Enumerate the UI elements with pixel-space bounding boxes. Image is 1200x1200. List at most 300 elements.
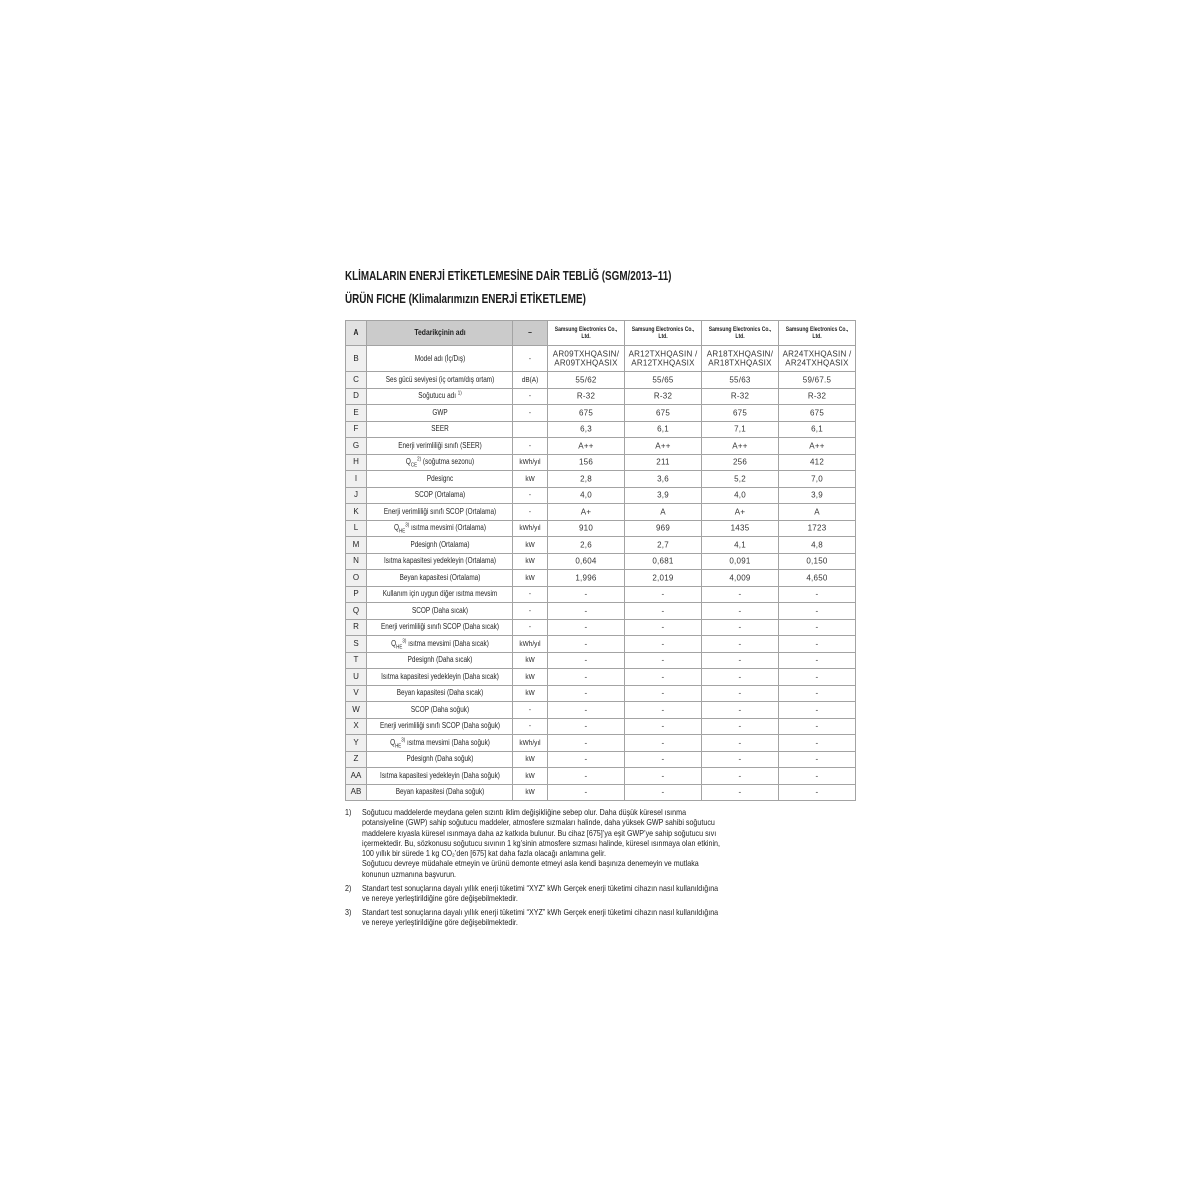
- row-code: L: [353, 523, 359, 533]
- row-label-cell: [367, 488, 513, 505]
- row-value-cell: [702, 521, 779, 538]
- row-value-cell: [702, 554, 779, 571]
- row-value: 1,996: [575, 573, 597, 582]
- label-subscript: CE: [410, 462, 417, 469]
- row-value-cell: [702, 735, 779, 752]
- footnote-number: 3): [345, 906, 352, 917]
- row-unit-cell: [513, 422, 548, 439]
- row-value-cell: [625, 405, 702, 422]
- row-value: 59/67.5: [802, 375, 832, 384]
- row-label-cell: [367, 438, 513, 455]
- row-value-cell: [779, 504, 856, 521]
- row-value-cell: [548, 620, 625, 637]
- row-value-cell: [548, 537, 625, 554]
- label-text: Model adı (İç/Dış): [414, 353, 465, 363]
- label-text: Q: [390, 638, 396, 648]
- row-label: [414, 354, 465, 364]
- row-unit-cell: [513, 653, 548, 670]
- row-value: -: [584, 721, 588, 731]
- footnote-line: Soğutucu devreye müdahale etmeyin ve ürünü demonte etmeyi asla kendi başınıza denemeyin ve mutlaka: [362, 858, 699, 869]
- label-text: SEER: [430, 424, 449, 434]
- row-unit: kWh/yıl: [519, 737, 541, 747]
- row-value: 6,1: [657, 424, 669, 434]
- row-code: G: [352, 440, 360, 450]
- row-value: 55/63: [729, 375, 751, 384]
- header-unit-cell: [513, 321, 548, 346]
- row-code-cell: [346, 455, 367, 472]
- row-value-cell: [625, 636, 702, 653]
- row-value-line: AR09TXHQASIX: [554, 358, 618, 368]
- footnote-line: Standart test sonuçlarına dayalı yıllık enerji tüketimi “XYZ” kWh Gerçek enerji tüketimi cihazın nasıl kullanıldığına: [362, 882, 719, 893]
- row-value: R-32: [730, 391, 750, 401]
- row-unit-cell: [513, 389, 548, 406]
- row-unit: -: [528, 506, 532, 516]
- row-value: -: [661, 639, 665, 648]
- row-unit: -: [528, 622, 532, 632]
- row-value: -: [815, 771, 819, 780]
- row-value-cell: [779, 653, 856, 670]
- row-code: D: [353, 391, 359, 401]
- row-value-cell: [702, 570, 779, 587]
- row-value-cell: [548, 504, 625, 521]
- row-code: R: [353, 622, 359, 632]
- supplier-name: [632, 326, 695, 340]
- label-text: GWP: [431, 407, 448, 417]
- row-value: 4,1: [734, 540, 746, 549]
- row-code: F: [353, 424, 359, 434]
- row-code-cell: [346, 521, 367, 538]
- row-value: A: [660, 507, 666, 516]
- row-value-cell: [625, 653, 702, 670]
- row-value-cell: [625, 455, 702, 472]
- label-text: SCOP (Daha sıcak): [411, 605, 468, 615]
- row-unit-cell: [513, 768, 548, 785]
- label-text: ısıtma mevsimi (Daha sıcak): [405, 638, 489, 648]
- row-code: AA: [350, 770, 362, 780]
- row-unit-cell: [513, 455, 548, 472]
- document-title: KLİMALARIN ENERJİ ETİKETLEMESİNE DAİR TEBLİĞ (SGM/2013–11): [345, 269, 672, 283]
- row-label-cell: [367, 455, 513, 472]
- row-value-cell: [625, 587, 702, 604]
- row-value-cell: [625, 620, 702, 637]
- row-value: A: [814, 507, 820, 516]
- row-value: -: [815, 655, 819, 665]
- row-value: 211: [656, 457, 670, 467]
- row-value: 412: [809, 457, 825, 467]
- row-value-cell: [625, 346, 702, 372]
- row-value-cell: [625, 389, 702, 406]
- row-value-cell: [779, 389, 856, 406]
- row-value-cell: [625, 686, 702, 703]
- row-unit: -: [528, 589, 532, 599]
- row-value-cell: [548, 702, 625, 719]
- row-unit: -: [528, 440, 532, 450]
- row-value: A++: [732, 441, 748, 450]
- row-value-cell: [779, 636, 856, 653]
- label-text: Q: [389, 737, 395, 747]
- row-value-cell: [548, 653, 625, 670]
- row-label: [393, 523, 485, 533]
- row-value: -: [584, 688, 588, 698]
- row-label: [382, 589, 497, 599]
- label-text: Ses gücü seviyesi (iç ortam/dış ortam): [385, 374, 494, 384]
- row-value: 675: [809, 408, 825, 417]
- row-value: -: [584, 606, 588, 615]
- row-code-cell: [346, 422, 367, 439]
- row-unit: -: [528, 353, 532, 363]
- row-value: [707, 349, 773, 368]
- row-unit-cell: [513, 669, 548, 686]
- row-value-cell: [625, 438, 702, 455]
- row-value-cell: [779, 521, 856, 538]
- row-value: -: [738, 589, 742, 599]
- row-code-cell: [346, 636, 367, 653]
- row-value: 1723: [807, 523, 827, 533]
- row-code-cell: [346, 346, 367, 372]
- row-value-cell: [702, 686, 779, 703]
- row-value: -: [738, 639, 742, 648]
- label-text: Beyan kapasitesi (Ortalama): [399, 572, 480, 582]
- supplier-name: [555, 326, 618, 340]
- footnote-number: 2): [345, 882, 352, 893]
- row-value: -: [738, 771, 742, 780]
- row-label: [410, 540, 469, 550]
- row-value-cell: [702, 653, 779, 670]
- footnotes: [345, 807, 885, 927]
- row-code: U: [353, 671, 359, 681]
- label-text: Soğutucu adı: [417, 391, 458, 401]
- row-value: A+: [734, 507, 746, 516]
- row-value: -: [738, 606, 742, 615]
- label-text: Isıtma kapasitesi yedekleyin (Daha soğuk): [379, 770, 500, 780]
- supplier-name-line: Samsung Electronics Co.,: [708, 326, 772, 333]
- row-value: 1435: [730, 523, 750, 533]
- row-value-cell: [779, 669, 856, 686]
- row-value: -: [584, 705, 588, 714]
- row-value-cell: [779, 702, 856, 719]
- row-value: -: [738, 655, 742, 665]
- row-value: 4,009: [729, 573, 751, 582]
- label-text: Pdesignh (Daha soğuk): [406, 754, 473, 764]
- row-value-cell: [702, 752, 779, 769]
- row-label: [418, 391, 461, 401]
- row-value-cell: [779, 422, 856, 439]
- row-unit-cell: [513, 504, 548, 521]
- header-code-cell: [346, 321, 367, 346]
- label-text: ısıtma mevsimi (Ortalama): [408, 523, 486, 533]
- footnote-text: [362, 807, 812, 879]
- row-value-cell: [779, 554, 856, 571]
- row-value-cell: [548, 346, 625, 372]
- row-unit-cell: [513, 636, 548, 653]
- row-unit: kW: [525, 556, 535, 566]
- row-value-cell: [779, 735, 856, 752]
- row-value-line: AR18TXHQASIN/: [706, 349, 774, 358]
- row-label: [390, 738, 490, 748]
- row-unit: kW: [525, 770, 535, 780]
- row-label: [398, 441, 482, 451]
- supplier-name-line: Ltd.: [658, 333, 668, 340]
- row-value: -: [815, 754, 819, 764]
- label-text: SCOP (Daha soğuk): [410, 704, 469, 714]
- row-code: E: [353, 407, 359, 417]
- row-unit: kW: [525, 473, 535, 483]
- row-unit-cell: [513, 570, 548, 587]
- row-value: 2,6: [580, 540, 592, 549]
- row-code-cell: [346, 471, 367, 488]
- row-unit-cell: [513, 603, 548, 620]
- row-label-cell: [367, 587, 513, 604]
- row-value: -: [661, 705, 665, 714]
- row-code-cell: [346, 372, 367, 389]
- footnote-line: maddelere kıyasla küresel ısınmaya daha az katkıda bulunur. Bu cihaz [675]’ya eşit GWP’ye sahip soğutucu sıvı: [362, 827, 717, 838]
- row-value-cell: [548, 521, 625, 538]
- row-label: [432, 408, 447, 418]
- row-value-cell: [625, 504, 702, 521]
- row-label-cell: [367, 554, 513, 571]
- label-text: SCOP (Ortalama): [414, 490, 465, 500]
- row-value-cell: [548, 603, 625, 620]
- row-value: -: [815, 721, 819, 731]
- supplier-name-line: Samsung Electronics Co.,: [785, 326, 849, 333]
- row-value-cell: [702, 438, 779, 455]
- row-value: -: [738, 705, 742, 714]
- row-label-cell: [367, 702, 513, 719]
- row-value: [629, 349, 698, 368]
- row-value-cell: [548, 389, 625, 406]
- row-value: A+: [580, 507, 592, 516]
- row-label: [385, 375, 493, 385]
- row-unit: -: [528, 704, 532, 714]
- spec-table: [345, 320, 856, 801]
- row-code: T: [353, 655, 359, 665]
- document-subtitle: ÜRÜN FICHE (Klimalarımızın ENERJİ ETİKETLEME): [345, 292, 586, 306]
- row-code: H: [353, 457, 359, 467]
- row-value-cell: [548, 719, 625, 736]
- label-text: Enerji verimliliği sınıfı SCOP (Daha soğuk): [379, 721, 500, 731]
- row-code-cell: [346, 785, 367, 802]
- row-code-cell: [346, 389, 367, 406]
- row-value-cell: [625, 719, 702, 736]
- row-value: 55/62: [575, 375, 597, 384]
- label-text: Kullanım için uygun diğer ısıtma mevsim: [382, 589, 497, 599]
- label-footnote-ref: 3): [404, 522, 409, 529]
- row-unit: kW: [525, 539, 535, 549]
- row-value: 256: [732, 457, 748, 467]
- row-label-cell: [367, 521, 513, 538]
- row-label-cell: [367, 504, 513, 521]
- row-label-cell: [367, 735, 513, 752]
- row-value-cell: [548, 785, 625, 802]
- row-unit: -: [528, 407, 532, 417]
- row-label-cell: [367, 389, 513, 406]
- label-text: Enerji verimliliği sınıfı SCOP (Ortalama): [383, 506, 496, 516]
- header-supplier-cell: [702, 321, 779, 346]
- header-supplier-cell: [779, 321, 856, 346]
- row-value: -: [584, 639, 588, 648]
- row-value: 675: [655, 408, 671, 417]
- row-label-cell: [367, 603, 513, 620]
- row-value-cell: [702, 636, 779, 653]
- row-value-cell: [702, 372, 779, 389]
- supplier-name-line: Samsung Electronics Co.,: [631, 326, 695, 333]
- row-unit-cell: [513, 752, 548, 769]
- row-unit: dB(A): [521, 374, 539, 384]
- row-value: -: [661, 721, 665, 731]
- row-unit-cell: [513, 405, 548, 422]
- row-value-cell: [548, 735, 625, 752]
- row-code: K: [353, 506, 359, 516]
- row-code: AB: [350, 787, 362, 797]
- row-value: 0,681: [652, 556, 674, 566]
- row-label: [396, 688, 482, 698]
- label-footnote-ref: 3): [401, 638, 406, 645]
- row-value-cell: [779, 471, 856, 488]
- row-value-cell: [625, 752, 702, 769]
- row-code: Y: [353, 737, 359, 747]
- row-value-cell: [702, 587, 779, 604]
- row-value: [553, 349, 619, 368]
- row-label: [383, 507, 495, 517]
- row-value: 7,1: [734, 424, 746, 434]
- row-code-cell: [346, 735, 367, 752]
- row-value: 4,650: [806, 573, 828, 582]
- row-value: R-32: [653, 391, 673, 401]
- row-value: -: [584, 754, 588, 764]
- row-value: 0,150: [806, 556, 828, 566]
- row-code: I: [354, 473, 358, 483]
- row-value: -: [661, 688, 665, 698]
- label-text: Q: [393, 523, 399, 533]
- label-text: Beyan kapasitesi (Daha soğuk): [395, 787, 484, 797]
- row-value-cell: [625, 702, 702, 719]
- row-code-cell: [346, 686, 367, 703]
- row-value-cell: [702, 719, 779, 736]
- row-label: [399, 573, 480, 583]
- row-value-cell: [779, 570, 856, 587]
- row-value-cell: [702, 669, 779, 686]
- row-label-cell: [367, 405, 513, 422]
- row-code: Z: [353, 754, 359, 764]
- row-value: -: [738, 721, 742, 731]
- row-value: -: [738, 754, 742, 764]
- row-value-cell: [625, 735, 702, 752]
- row-unit-cell: [513, 620, 548, 637]
- row-value: -: [661, 655, 665, 665]
- row-value: 2,019: [652, 573, 674, 582]
- row-value: -: [661, 672, 665, 681]
- row-value: -: [738, 688, 742, 698]
- row-value-cell: [625, 768, 702, 785]
- row-value-cell: [625, 372, 702, 389]
- row-label-cell: [367, 768, 513, 785]
- label-text: Enerji verimliliği sınıfı SCOP (Daha sıcak): [380, 622, 499, 632]
- row-code-cell: [346, 768, 367, 785]
- row-value-cell: [779, 438, 856, 455]
- label-footnote-ref: 3): [400, 737, 405, 744]
- row-value-cell: [702, 346, 779, 372]
- row-value-cell: [548, 471, 625, 488]
- row-label: [410, 705, 468, 715]
- row-value: -: [661, 771, 665, 780]
- row-value-cell: [625, 537, 702, 554]
- row-value-cell: [548, 686, 625, 703]
- row-code-cell: [346, 752, 367, 769]
- row-code: M: [352, 539, 360, 549]
- row-label: [381, 672, 499, 682]
- footnote-line: konunun uzmanına başvurun.: [362, 868, 457, 879]
- row-code-cell: [346, 702, 367, 719]
- row-label-cell: [367, 653, 513, 670]
- label-text: Q: [405, 457, 411, 467]
- row-value: -: [815, 787, 819, 797]
- row-value: 910: [578, 523, 594, 533]
- row-value: -: [738, 787, 742, 797]
- row-value-cell: [548, 636, 625, 653]
- row-label-cell: [367, 752, 513, 769]
- row-value-cell: [548, 488, 625, 505]
- row-value: 3,9: [657, 490, 669, 500]
- supplier-name-line: Ltd.: [735, 333, 745, 340]
- row-value-cell: [702, 389, 779, 406]
- row-value: -: [815, 738, 819, 747]
- row-value: -: [815, 688, 819, 698]
- label-subscript: HE: [398, 528, 405, 535]
- row-value-cell: [779, 372, 856, 389]
- row-value: 7,0: [811, 474, 823, 483]
- row-value-cell: [548, 455, 625, 472]
- row-value: 0,091: [729, 556, 751, 566]
- row-value: -: [661, 787, 665, 797]
- row-value: 675: [732, 408, 748, 417]
- row-code: S: [353, 638, 359, 648]
- row-unit-cell: [513, 686, 548, 703]
- row-label: [395, 787, 484, 797]
- row-value-cell: [702, 620, 779, 637]
- row-label-cell: [367, 620, 513, 637]
- footnote: [345, 883, 885, 904]
- row-value: -: [815, 589, 819, 599]
- row-value-cell: [779, 686, 856, 703]
- row-label-cell: [367, 669, 513, 686]
- row-value-cell: [702, 488, 779, 505]
- row-value: 969: [655, 523, 671, 533]
- row-value: 4,0: [734, 490, 746, 500]
- row-label-cell: [367, 570, 513, 587]
- row-label-cell: [367, 422, 513, 439]
- row-unit: -: [528, 605, 532, 615]
- row-value-cell: [548, 570, 625, 587]
- label-text: Pdesignh (Ortalama): [409, 539, 470, 549]
- row-label: [381, 622, 499, 632]
- row-value-cell: [548, 768, 625, 785]
- header-supplier-cell: [625, 321, 702, 346]
- row-code-cell: [346, 405, 367, 422]
- row-value: -: [584, 771, 588, 780]
- row-value-cell: [702, 785, 779, 802]
- supplier-name-line: Ltd.: [581, 333, 591, 340]
- supplier-name-line: Samsung Electronics Co.,: [554, 326, 618, 333]
- row-value-cell: [625, 785, 702, 802]
- header-unit: –: [528, 328, 532, 337]
- row-value-cell: [548, 554, 625, 571]
- row-value-cell: [702, 537, 779, 554]
- row-value: 675: [578, 408, 594, 417]
- row-value-cell: [702, 455, 779, 472]
- row-unit-cell: [513, 785, 548, 802]
- row-label: [379, 721, 499, 731]
- row-value-line: AR12TXHQASIX: [631, 358, 695, 368]
